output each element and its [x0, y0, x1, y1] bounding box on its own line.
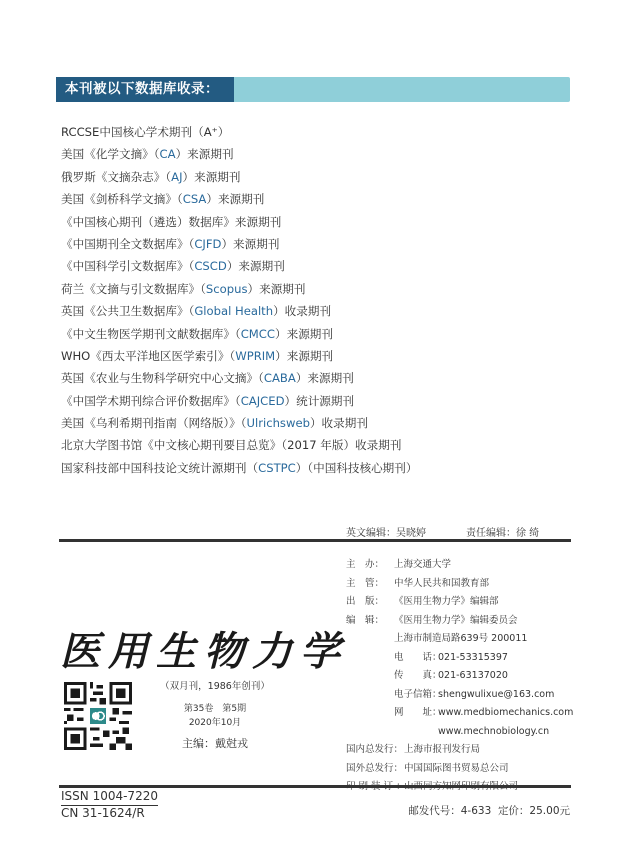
database-item: 《中国学术期刊综合评价数据库》（CAJCED）统计源期刊 [61, 393, 355, 408]
publisher: 《医用生物力学》编辑部 [394, 596, 499, 607]
website-link-1[interactable]: www.medbiomechanics.com [438, 707, 574, 718]
database-item: 荷兰《文摘与引文数据库》（Scopus）来源期刊 [61, 281, 306, 296]
phone: 021-53315397 [438, 651, 508, 663]
sponsor: 上海交通大学 [394, 559, 452, 570]
english-editor: 英文编辑：吴晓婷 [346, 528, 426, 539]
issn-block [61, 789, 158, 821]
footer-divider [59, 785, 571, 788]
editors-line [346, 524, 539, 539]
issn: ISSN 1004-7220 [61, 789, 158, 806]
database-item: 《中国核心期刊（遴选）数据库》来源期刊 [61, 214, 282, 229]
cn-number: CN 31-1624/R [61, 806, 145, 820]
price-block [408, 803, 570, 818]
foreign-distributor: 中国国际图书贸易总公司 [404, 762, 509, 774]
journal-title-calligraphy: 医用生物力学 [60, 628, 348, 675]
address: 上海市制造局路639号 200011 [394, 633, 528, 644]
database-item: 《中国科学引文数据库》（CSCD）来源期刊 [61, 259, 285, 274]
price: 定价：25.00元 [497, 805, 570, 817]
divider [59, 539, 571, 542]
frequency: （双月刊，1986年创刊） [160, 681, 270, 692]
database-item: 《中文生物医学期刊文献数据库》（CMCC）来源期刊 [61, 326, 333, 341]
volume-issue: 第35卷 第5期 [183, 704, 247, 714]
database-item: 美国《剑桥科学文摘》（CSA）来源期刊 [61, 192, 265, 207]
journal-meta [150, 678, 280, 754]
database-item: 俄罗斯《文摘杂志》（AJ）来源期刊 [61, 169, 241, 184]
database-item: 国家科技部中国科技论文统计源期刊（CSTPC）（中国科技核心期刊） [61, 460, 418, 475]
fax: 021-63137020 [438, 670, 508, 681]
publication-info: 主 办： 上海交通大学 主 管： 中华人民共和国教育部 出 版： 《医用生物力学》编辑部 编 辑： 《医用生物力学》编辑委员会 上海市制造局路639号 200011 电 话：021-53315397 传 真：021-63137020 电子信箱：shengwulixue@163.com 网 址：www.medbiomechanics.com www.mechnobiology.cn 国内总发行：上海市报刊发行局 国外总发行：中国国际图书贸易总公司 [346, 556, 573, 797]
database-item: 英国《公共卫生数据库》（Global Health）收录期刊 [61, 304, 332, 319]
database-item: 美国《化学文摘》（CA）来源期刊 [61, 147, 234, 162]
responsible-editor: 责任编辑：徐 绮 [466, 528, 540, 539]
database-item: 《中国期刊全文数据库》（CJFD）来源期刊 [61, 236, 280, 251]
qr-code-icon [64, 682, 132, 750]
indexed-databases-banner [56, 77, 570, 102]
domestic-distributor: 上海市报刊发行局 [404, 744, 481, 755]
email-link[interactable]: shengwulixue@163.com [438, 688, 555, 700]
website-link-2[interactable]: www.mechnobiology.cn [438, 725, 550, 737]
database-list [61, 121, 417, 479]
database-item: RCCSE中国核心学术期刊（A⁺） [61, 125, 230, 139]
postal-code: 邮发代号：4-633 [408, 805, 492, 817]
chief-editor: 主编：戴尅戎 [182, 737, 248, 750]
database-item: 美国《乌利希期刊指南（网络版）》（Ulrichsweb）收录期刊 [61, 416, 368, 431]
issue-date: 2020年10月 [188, 718, 242, 728]
database-item: 北京大学图书馆《中文核心期刊要目总览》（2017 年版）收录期刊 [61, 438, 402, 453]
banner-title: 本刊被以下数据库收录： [56, 77, 234, 102]
supervisor: 中华人民共和国教育部 [394, 577, 490, 589]
database-item: 英国《农业与生物科学研究中心文摘》（CABA）来源期刊 [61, 371, 354, 386]
editor: 《医用生物力学》编辑委员会 [394, 614, 518, 626]
database-item: WHO《西太平洋地区医学索引》（WPRIM）来源期刊 [61, 348, 334, 363]
